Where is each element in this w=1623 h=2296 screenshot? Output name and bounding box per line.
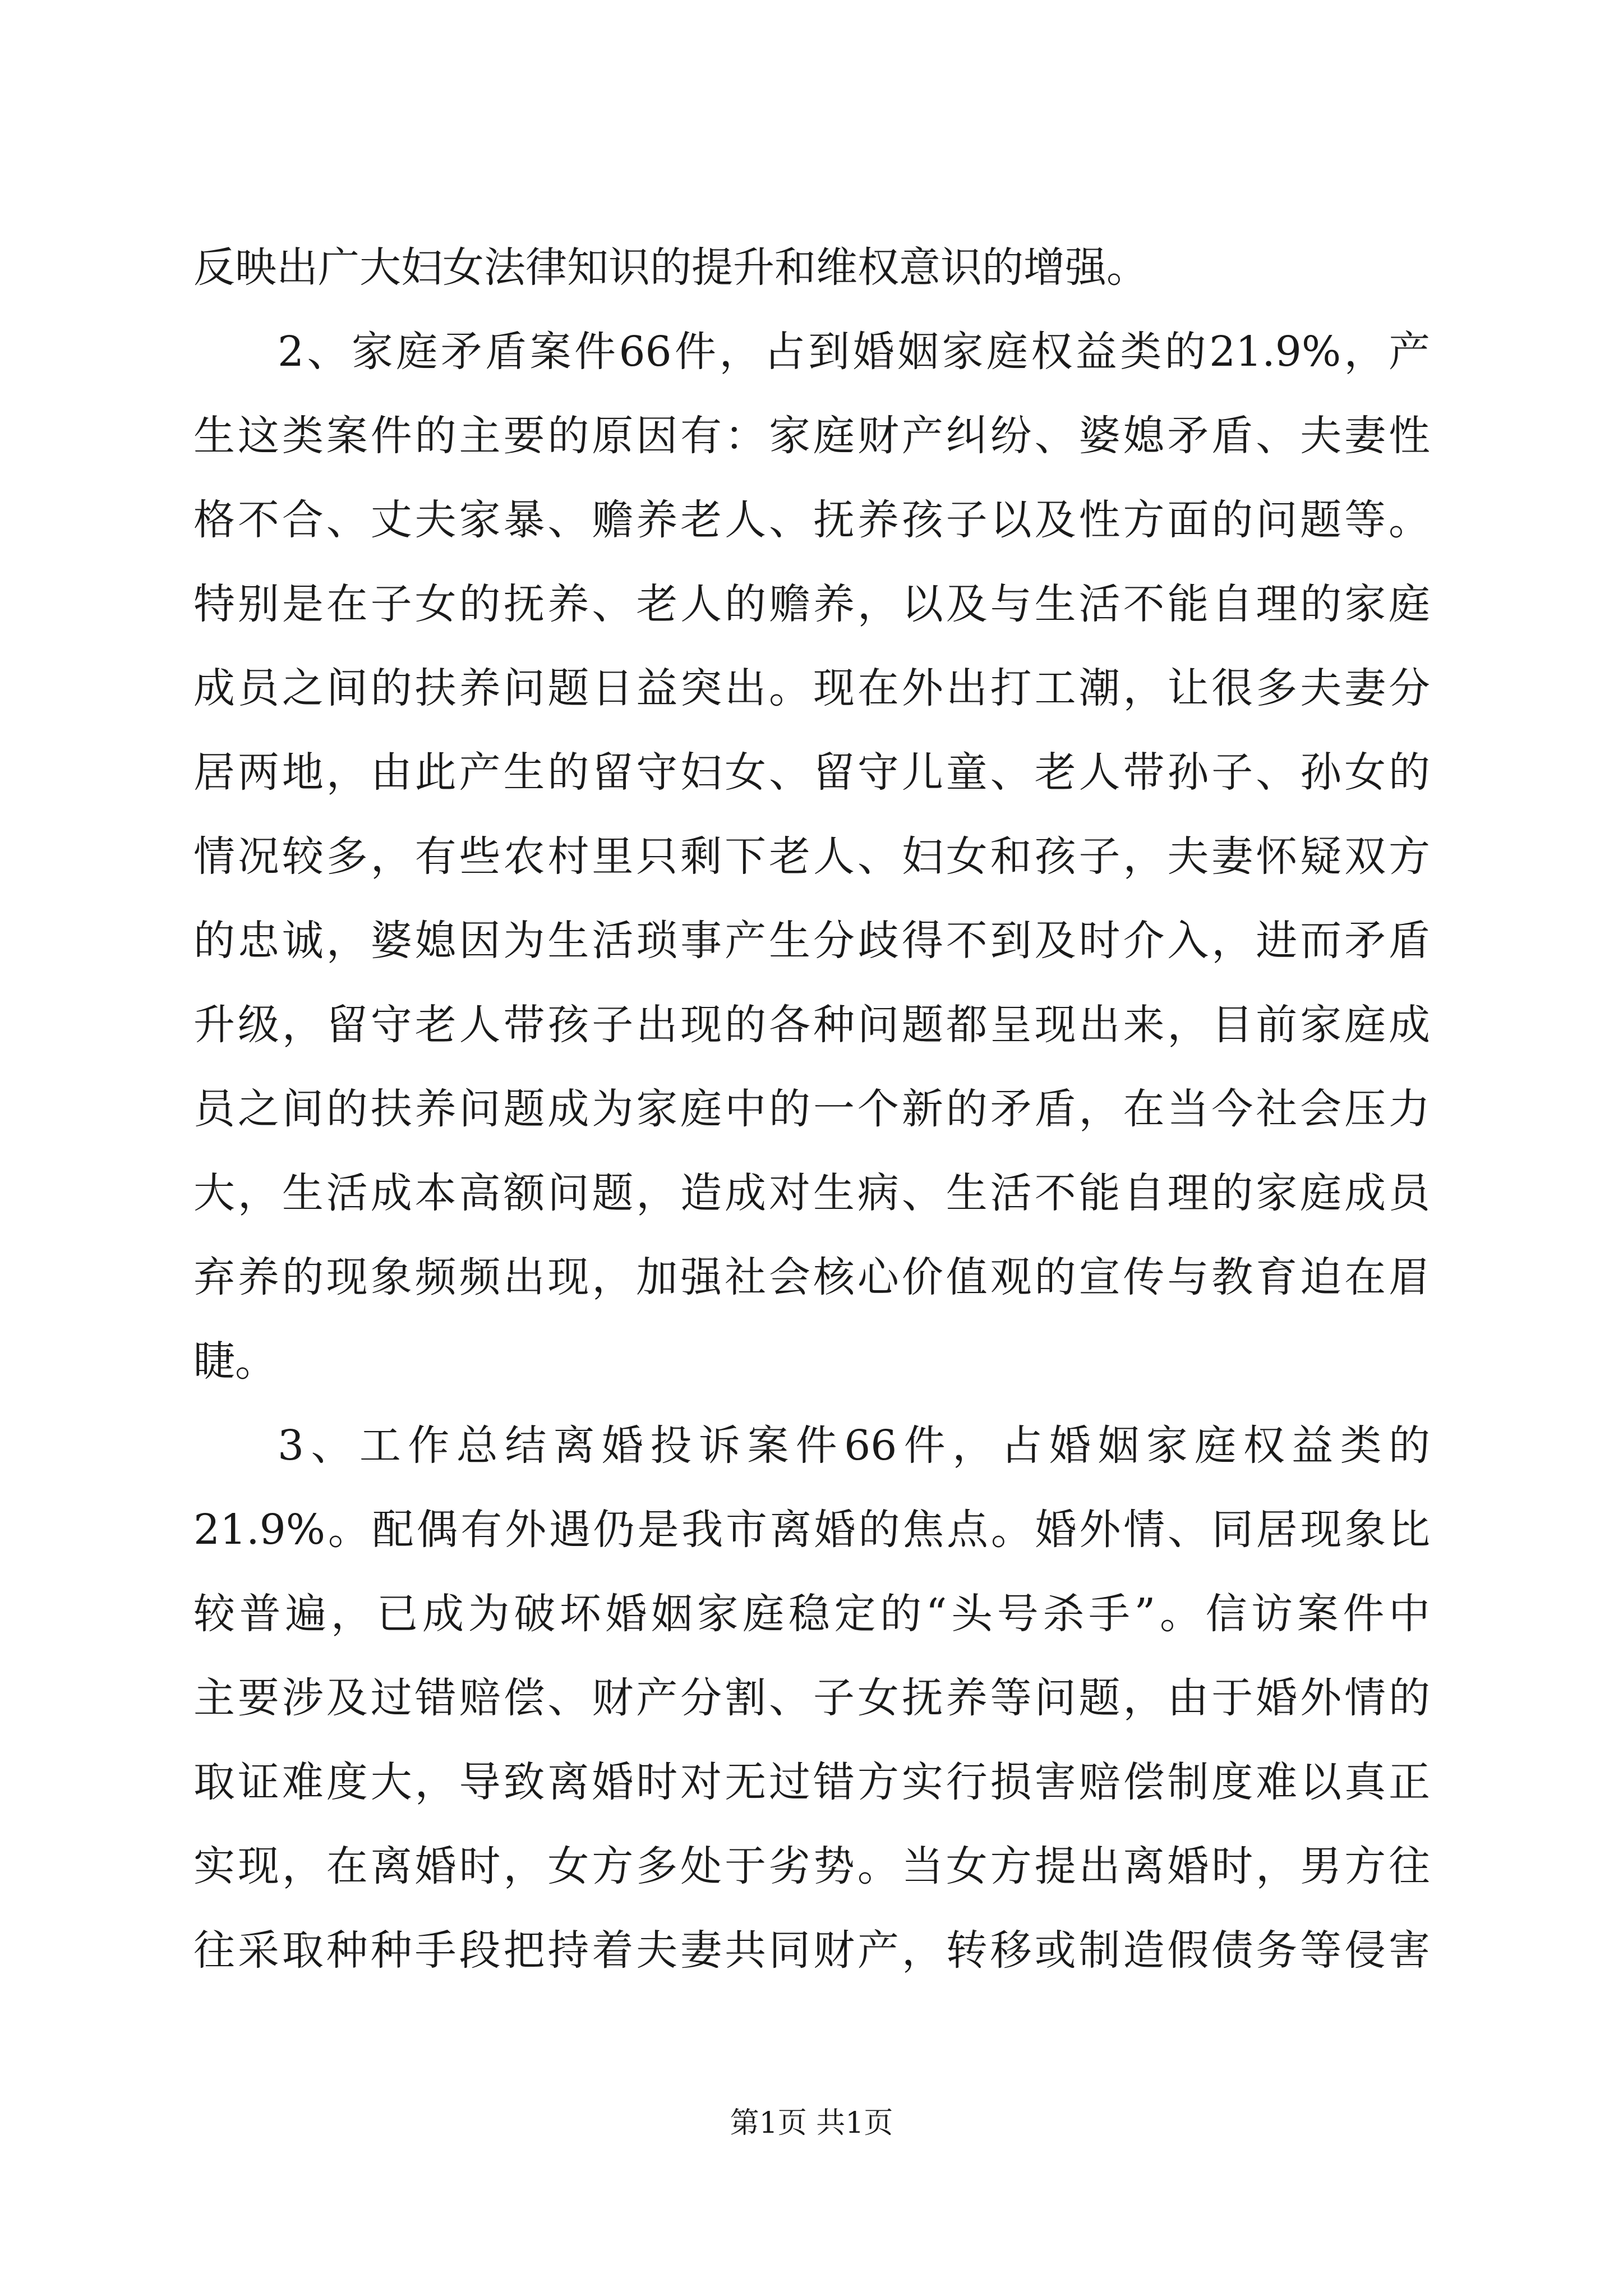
text-line: 取证难度大，导致离婚时对无过错方实行损害赔偿制度难以真正 [193,1758,1430,1806]
text-line: 成员之间的扶养问题日益突出。现在外出打工潮，让很多夫妻分 [193,664,1430,712]
text-line: 主要涉及过错赔偿、财产分割、子女抚养等问题，由于婚外情的 [193,1674,1430,1722]
text-line: 弃养的现象频频出现，加强社会核心价值观的宣传与教育迫在眉 [193,1253,1430,1301]
text-line: 情况较多，有些农村里只剩下老人、妇女和孩子，夫妻怀疑双方 [193,832,1430,881]
text-line: 21.9%。配偶有外遇仍是我市离婚的焦点。婚外情、同居现象比 [193,1506,1430,1554]
text-line: 往采取种种手段把持着夫妻共同财产，转移或制造假债务等侵害 [193,1926,1430,1975]
text-line: 的忠诚，婆媳因为生活琐事产生分歧得不到及时介入，进而矛盾 [193,917,1430,965]
text-line: 3、工作总结离婚投诉案件66件，占婚姻家庭权益类的 [278,1421,1430,1470]
text-line: 睫。 [193,1337,276,1386]
page-footer: 第1页 共1页 [730,2106,893,2140]
text-line: 生这类案件的主要的原因有：家庭财产纠纷、婆媳矛盾、夫妻性 [193,412,1430,460]
text-line: 升级，留守老人带孩子出现的各种问题都呈现出来，目前家庭成 [193,1001,1430,1049]
text-line: 员之间的扶养问题成为家庭中的一个新的矛盾，在当今社会压力 [193,1085,1430,1133]
text-line: 较普遍，已成为破坏婚姻家庭稳定的“头号杀手”。信访案件中 [193,1590,1430,1638]
text-line: 实现，在离婚时，女方多处于劣势。当女方提出离婚时，男方往 [193,1842,1430,1890]
text-line: 居两地，由此产生的留守妇女、留守儿童、老人带孙子、孙女的 [193,748,1430,797]
text-line: 特别是在子女的抚养、老人的赡养，以及与生活不能自理的家庭 [193,580,1430,628]
text-line: 大，生活成本高额问题，造成对生病、生活不能自理的家庭成员 [193,1169,1430,1217]
text-line: 2、家庭矛盾案件66件，占到婚姻家庭权益类的21.9%，产 [278,328,1430,376]
text-line: 反映出广大妇女法律知识的提升和维权意识的增强。 [193,243,1148,292]
text-line: 格不合、丈夫家暴、赡养老人、抚养孩子以及性方面的问题等。 [193,496,1430,544]
